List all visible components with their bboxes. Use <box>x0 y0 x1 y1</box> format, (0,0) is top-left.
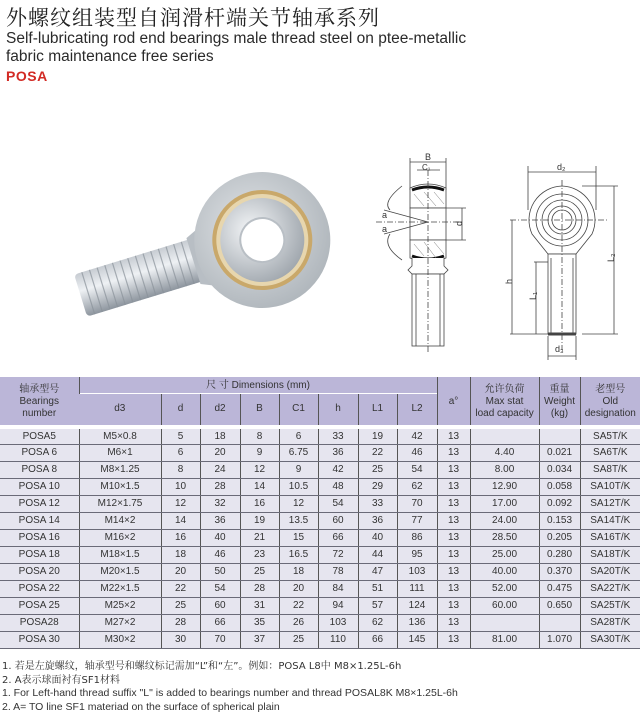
label-d: d <box>454 220 464 226</box>
table-row <box>0 478 640 495</box>
cell-d3: M12×1.75 <box>79 495 161 512</box>
cell-num: POSA5 <box>0 427 79 444</box>
cell-d3: M6×1 <box>79 444 161 461</box>
cell-weight <box>539 427 580 444</box>
cell-num: POSA 18 <box>0 546 79 563</box>
cell-c1: 16.5 <box>279 546 318 563</box>
cell-d3: M18×1.5 <box>79 546 161 563</box>
cell-b: 9 <box>240 444 279 461</box>
table-row <box>0 563 640 580</box>
cell-old: SA20T/K <box>580 563 640 580</box>
table-row <box>0 614 640 631</box>
cell-h: 110 <box>318 631 358 648</box>
cell-l2: 111 <box>397 580 437 597</box>
label-d3: d₃ <box>555 344 564 354</box>
col-d2: d2 <box>200 393 240 427</box>
cell-num: POSA 6 <box>0 444 79 461</box>
cell-weight: 0.205 <box>539 529 580 546</box>
cell-d: 28 <box>161 614 200 631</box>
cell-l2: 46 <box>397 444 437 461</box>
cell-c1: 25 <box>279 631 318 648</box>
cell-d2: 18 <box>200 427 240 444</box>
col-angle: a° <box>437 377 470 427</box>
cell-l1: 57 <box>358 597 397 614</box>
cell-num: POSA28 <box>0 614 79 631</box>
col-L1: L1 <box>358 393 397 427</box>
cell-l2: 86 <box>397 529 437 546</box>
cell-l2: 70 <box>397 495 437 512</box>
rod-end-bearing-photo <box>62 148 342 328</box>
table-row <box>0 546 640 563</box>
cell-d3: M30×2 <box>79 631 161 648</box>
cell-l1: 22 <box>358 444 397 461</box>
note-cn-2: 2. A表示球面衬有SF1材料 <box>2 674 121 686</box>
cell-l2: 124 <box>397 597 437 614</box>
cell-d: 30 <box>161 631 200 648</box>
cell-weight: 0.058 <box>539 478 580 495</box>
cell-l2: 62 <box>397 478 437 495</box>
cell-d2: 32 <box>200 495 240 512</box>
cell-d3: M14×2 <box>79 512 161 529</box>
cell-weight: 0.650 <box>539 597 580 614</box>
col-h: h <box>318 393 358 427</box>
cell-d3: M25×2 <box>79 597 161 614</box>
cell-num: POSA 25 <box>0 597 79 614</box>
cell-weight <box>539 614 580 631</box>
load-header-en2: load capacity <box>475 408 534 419</box>
cell-load: 60.00 <box>470 597 539 614</box>
cell-num: POSA 16 <box>0 529 79 546</box>
cell-weight: 0.475 <box>539 580 580 597</box>
bearing-header-en1: Bearings <box>19 396 59 407</box>
cell-h: 33 <box>318 427 358 444</box>
cell-weight: 0.021 <box>539 444 580 461</box>
cell-weight: 1.070 <box>539 631 580 648</box>
cell-c1: 18 <box>279 563 318 580</box>
label-h: h <box>504 278 514 284</box>
spec-table <box>0 377 640 649</box>
cell-a: 13 <box>437 512 470 529</box>
cell-old: SA30T/K <box>580 631 640 648</box>
cell-d: 6 <box>161 444 200 461</box>
cell-load: 17.00 <box>470 495 539 512</box>
cell-b: 19 <box>240 512 279 529</box>
cell-d: 22 <box>161 580 200 597</box>
cell-load <box>470 427 539 444</box>
cell-d: 25 <box>161 597 200 614</box>
notes <box>2 660 458 714</box>
col-d3: d3 <box>79 393 161 427</box>
cell-d2: 46 <box>200 546 240 563</box>
cell-c1: 20 <box>279 580 318 597</box>
cell-l1: 33 <box>358 495 397 512</box>
cell-c1: 12 <box>279 495 318 512</box>
col-old-designation <box>580 377 640 427</box>
cell-d3: M8×1.25 <box>79 461 161 478</box>
cell-load: 40.00 <box>470 563 539 580</box>
table-row <box>0 529 640 546</box>
cell-old: SA22T/K <box>580 580 640 597</box>
cell-a: 13 <box>437 495 470 512</box>
table-row <box>0 444 640 461</box>
cell-load: 12.90 <box>470 478 539 495</box>
load-header-cn: 允许负荷 <box>484 384 525 395</box>
cell-a: 13 <box>437 444 470 461</box>
page-title-cn: 外螺纹组装型自润滑杆端关节轴承系列 <box>6 6 380 30</box>
cell-b: 12 <box>240 461 279 478</box>
table-body <box>0 427 640 648</box>
title-en-line2: fabric maintenance free series <box>6 48 214 65</box>
weight-header-en2: (kg) <box>550 408 569 419</box>
old-header-cn: 老型号 <box>595 384 626 395</box>
cell-h: 72 <box>318 546 358 563</box>
weight-header-cn: 重量 <box>549 384 570 395</box>
cell-l2: 54 <box>397 461 437 478</box>
note-en-2: 2. A= TO line SF1 materiad on the surface of spherical plain <box>2 700 280 713</box>
old-header-en1: Old <box>602 396 619 407</box>
cell-old: SA28T/K <box>580 614 640 631</box>
cell-l1: 51 <box>358 580 397 597</box>
cell-c1: 22 <box>279 597 318 614</box>
cell-h: 94 <box>318 597 358 614</box>
cell-d2: 66 <box>200 614 240 631</box>
cell-a: 13 <box>437 563 470 580</box>
cell-a: 13 <box>437 597 470 614</box>
cell-load: 52.00 <box>470 580 539 597</box>
col-B: B <box>240 393 279 427</box>
cell-load: 24.00 <box>470 512 539 529</box>
cell-h: 103 <box>318 614 358 631</box>
cell-c1: 26 <box>279 614 318 631</box>
cell-old: SA14T/K <box>580 512 640 529</box>
cell-h: 48 <box>318 478 358 495</box>
cell-h: 60 <box>318 512 358 529</box>
label-L2: L₂ <box>606 253 616 262</box>
cell-num: POSA 14 <box>0 512 79 529</box>
front-view-diagram <box>490 150 640 365</box>
cell-l1: 62 <box>358 614 397 631</box>
cell-h: 42 <box>318 461 358 478</box>
cell-d2: 28 <box>200 478 240 495</box>
cell-weight: 0.034 <box>539 461 580 478</box>
old-header-en2: designation <box>584 408 636 419</box>
cell-d2: 60 <box>200 597 240 614</box>
cell-load: 81.00 <box>470 631 539 648</box>
label-L1: L₁ <box>528 291 538 300</box>
cell-h: 36 <box>318 444 358 461</box>
cell-a: 13 <box>437 546 470 563</box>
cell-c1: 9 <box>279 461 318 478</box>
cell-weight: 0.092 <box>539 495 580 512</box>
cell-d: 14 <box>161 512 200 529</box>
cell-load: 25.00 <box>470 546 539 563</box>
cell-load <box>470 614 539 631</box>
cell-d: 20 <box>161 563 200 580</box>
table-row <box>0 461 640 478</box>
cell-num: POSA 22 <box>0 580 79 597</box>
cell-old: SA18T/K <box>580 546 640 563</box>
cell-b: 23 <box>240 546 279 563</box>
cell-b: 28 <box>240 580 279 597</box>
weight-header-en1: Weight <box>544 396 575 407</box>
label-B: B <box>425 152 432 162</box>
cell-load: 28.50 <box>470 529 539 546</box>
bearing-header-en2: number <box>22 408 57 419</box>
cell-num: POSA 30 <box>0 631 79 648</box>
cell-d2: 20 <box>200 444 240 461</box>
cell-b: 37 <box>240 631 279 648</box>
cell-c1: 6 <box>279 427 318 444</box>
cell-h: 66 <box>318 529 358 546</box>
cell-d3: M22×1.5 <box>79 580 161 597</box>
label-C1: C₁ <box>422 163 431 172</box>
cell-a: 13 <box>437 614 470 631</box>
cell-h: 54 <box>318 495 358 512</box>
cell-l1: 19 <box>358 427 397 444</box>
cell-old: SA16T/K <box>580 529 640 546</box>
cell-l2: 95 <box>397 546 437 563</box>
col-max-load <box>470 377 539 427</box>
label-a-upper: a <box>382 210 388 220</box>
cell-b: 16 <box>240 495 279 512</box>
cell-l2: 103 <box>397 563 437 580</box>
cell-l1: 29 <box>358 478 397 495</box>
note-en-1: 1. For Left-hand thread suffix "L" is added to bearings number and thread POSAL8K M8×1.25L-6h <box>2 687 458 699</box>
cell-l1: 40 <box>358 529 397 546</box>
cell-l1: 47 <box>358 563 397 580</box>
col-d: d <box>161 393 200 427</box>
cell-l2: 136 <box>397 614 437 631</box>
cell-a: 13 <box>437 631 470 648</box>
cell-a: 13 <box>437 478 470 495</box>
cell-d3: M20×1.5 <box>79 563 161 580</box>
load-header-en1: Max stat <box>485 396 524 407</box>
cell-weight: 0.280 <box>539 546 580 563</box>
side-section-diagram <box>372 150 472 360</box>
label-a-lower: a <box>382 224 388 234</box>
cell-a: 13 <box>437 461 470 478</box>
table-row <box>0 631 640 648</box>
cell-b: 8 <box>240 427 279 444</box>
cell-l1: 44 <box>358 546 397 563</box>
cell-h: 78 <box>318 563 358 580</box>
cell-l1: 25 <box>358 461 397 478</box>
cell-d2: 50 <box>200 563 240 580</box>
series-code: POSA <box>6 68 48 84</box>
bearing-header-cn: 轴承型号 <box>19 384 60 395</box>
cell-l2: 145 <box>397 631 437 648</box>
cell-d2: 24 <box>200 461 240 478</box>
cell-d: 12 <box>161 495 200 512</box>
col-dimensions-group: 尺 寸 Dimensions (mm) <box>79 377 437 393</box>
cell-num: POSA 12 <box>0 495 79 512</box>
note-cn-1: 1. 若是左旋螺纹，轴承型号和螺纹标记需加“L”和“左”。例如：POSA L8中 M8×1.25L-6h <box>2 661 402 672</box>
title-en-line1: Self-lubricating rod end bearings male thread steel on ptee-metallic <box>6 30 467 47</box>
cell-d3: M16×2 <box>79 529 161 546</box>
cell-d: 5 <box>161 427 200 444</box>
cell-d2: 36 <box>200 512 240 529</box>
cell-b: 31 <box>240 597 279 614</box>
cell-old: SA5T/K <box>580 427 640 444</box>
cell-d: 10 <box>161 478 200 495</box>
cell-old: SA6T/K <box>580 444 640 461</box>
cell-d: 16 <box>161 529 200 546</box>
cell-h: 84 <box>318 580 358 597</box>
page-title-en <box>6 30 626 66</box>
cell-load: 8.00 <box>470 461 539 478</box>
cell-c1: 15 <box>279 529 318 546</box>
cell-c1: 6.75 <box>279 444 318 461</box>
cell-load: 4.40 <box>470 444 539 461</box>
cell-l2: 42 <box>397 427 437 444</box>
cell-c1: 10.5 <box>279 478 318 495</box>
cell-b: 25 <box>240 563 279 580</box>
cell-d3: M10×1.5 <box>79 478 161 495</box>
table-row <box>0 512 640 529</box>
col-C1: C1 <box>279 393 318 427</box>
table-row <box>0 495 640 512</box>
cell-b: 35 <box>240 614 279 631</box>
cell-d3: M27×2 <box>79 614 161 631</box>
cell-d2: 40 <box>200 529 240 546</box>
cell-d2: 54 <box>200 580 240 597</box>
cell-d: 8 <box>161 461 200 478</box>
cell-num: POSA 10 <box>0 478 79 495</box>
cell-a: 13 <box>437 529 470 546</box>
col-L2: L2 <box>397 393 437 427</box>
cell-old: SA10T/K <box>580 478 640 495</box>
table-row <box>0 427 640 444</box>
cell-old: SA25T/K <box>580 597 640 614</box>
cell-l2: 77 <box>397 512 437 529</box>
label-d2: d₂ <box>557 162 566 172</box>
cell-old: SA12T/K <box>580 495 640 512</box>
cell-d: 18 <box>161 546 200 563</box>
cell-a: 13 <box>437 427 470 444</box>
cell-old: SA8T/K <box>580 461 640 478</box>
cell-d2: 70 <box>200 631 240 648</box>
cell-weight: 0.153 <box>539 512 580 529</box>
cell-num: POSA 8 <box>0 461 79 478</box>
cell-a: 13 <box>437 580 470 597</box>
table-row <box>0 597 640 614</box>
cell-c1: 13.5 <box>279 512 318 529</box>
cell-weight: 0.370 <box>539 563 580 580</box>
table-row <box>0 580 640 597</box>
cell-b: 14 <box>240 478 279 495</box>
cell-l1: 66 <box>358 631 397 648</box>
cell-l1: 36 <box>358 512 397 529</box>
col-bearing-number <box>0 377 79 427</box>
cell-num: POSA 20 <box>0 563 79 580</box>
cell-b: 21 <box>240 529 279 546</box>
cell-d3: M5×0.8 <box>79 427 161 444</box>
col-weight <box>539 377 580 427</box>
